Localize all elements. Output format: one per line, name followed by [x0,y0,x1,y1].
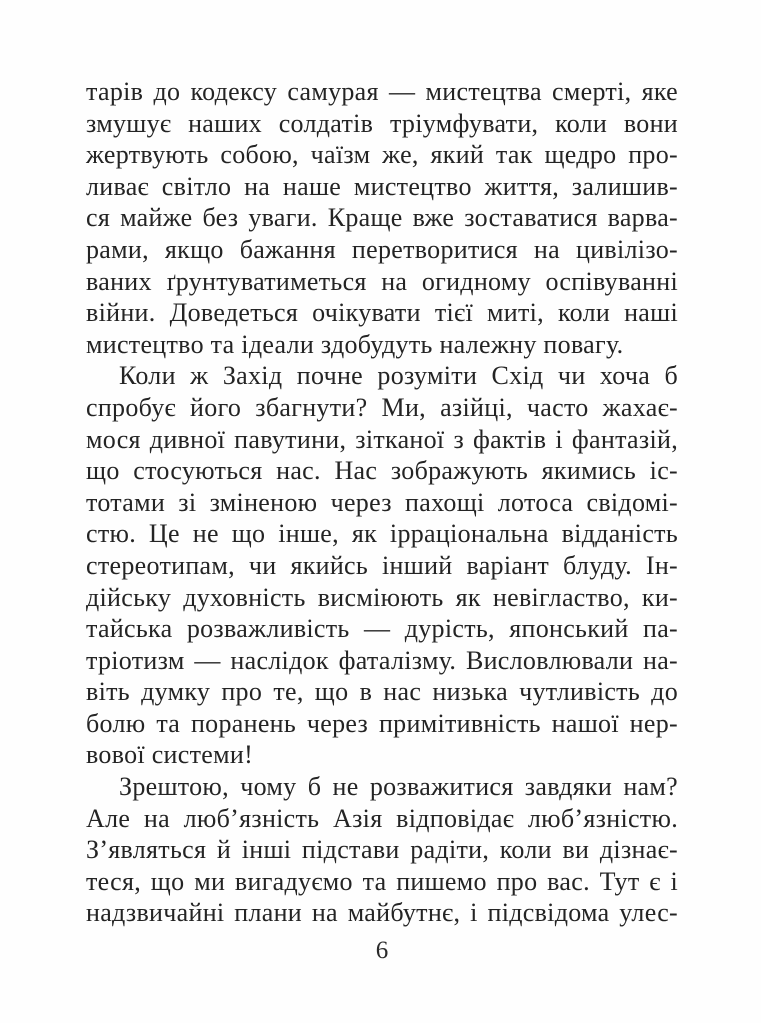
text-line: змушує наших солдатів тріумфувати, коли вони [86,108,678,138]
text-line: тотами зі зміненою через пахощі лотоса свідомі- [86,487,678,517]
text-line: мистецтво та ідеали здобудуть належну повагу. [86,329,624,359]
text-line: тріотизм — наслідок фаталізму. Висловлювали на- [86,645,678,675]
text-line: болю та поранень через примітивність нашої нер- [86,708,678,738]
text-line: ся майже без уваги. Краще вже зоставатися варва- [86,203,678,233]
text-line: що стосуються нас. Нас зображують якимись іс- [86,456,678,486]
text-line: Але на люб’язність Азія відповідає люб’язністю. [86,803,678,833]
text-line: вової системи! [86,740,254,770]
text-line: ливає світло на наше мистецтво життя, залишив- [86,171,678,201]
text-line: віть думку про те, що в нас низька чутливість до [86,677,678,707]
text-line: мося дивної павутини, зітканої з фактів і фантазій, [86,424,678,454]
page-number: 6 [375,937,389,964]
text-line: тарів до кодексу самурая — мистецтва смерті, яке [86,77,678,106]
text-line: ваних ґрунтуватиметься на огидному оспівуванні [86,266,678,296]
text-line: Коли ж Захід почне розуміти Схід чи хоча б [119,361,678,391]
text-line: війни. Доведеться очікувати тієї миті, коли наші [86,298,678,328]
text-line: Зрештою, чому б не розважитися завдяки нам? [119,772,678,802]
body-text [86,76,678,929]
text-line: тайська розважливість — дурість, японський па- [86,614,678,644]
text-line: дійську духовність висміюють як невігластво, ки- [86,582,678,612]
text-line: спробує його збагнути? Ми, азійці, часто жахає- [86,392,678,422]
text-line: рами, якщо бажання перетворитися на цивілізо- [86,234,678,264]
text-line: жертвують собою, чаїзм же, який так щедро про- [86,140,678,170]
text-line: теся, що ми вигадуємо та пишемо про вас. Тут є і [86,866,678,896]
text-line: надзвичайні плани на майбутнє, і підсвідома улес- [86,898,678,928]
text-line: З’являться й інші підстави радіти, коли ви дізнає- [86,835,678,865]
text-line: стереотипам, чи якийсь інший варіант блуду. Ін- [86,550,678,580]
text-line: стю. Це не що інше, як ірраціональна відданість [86,519,678,549]
